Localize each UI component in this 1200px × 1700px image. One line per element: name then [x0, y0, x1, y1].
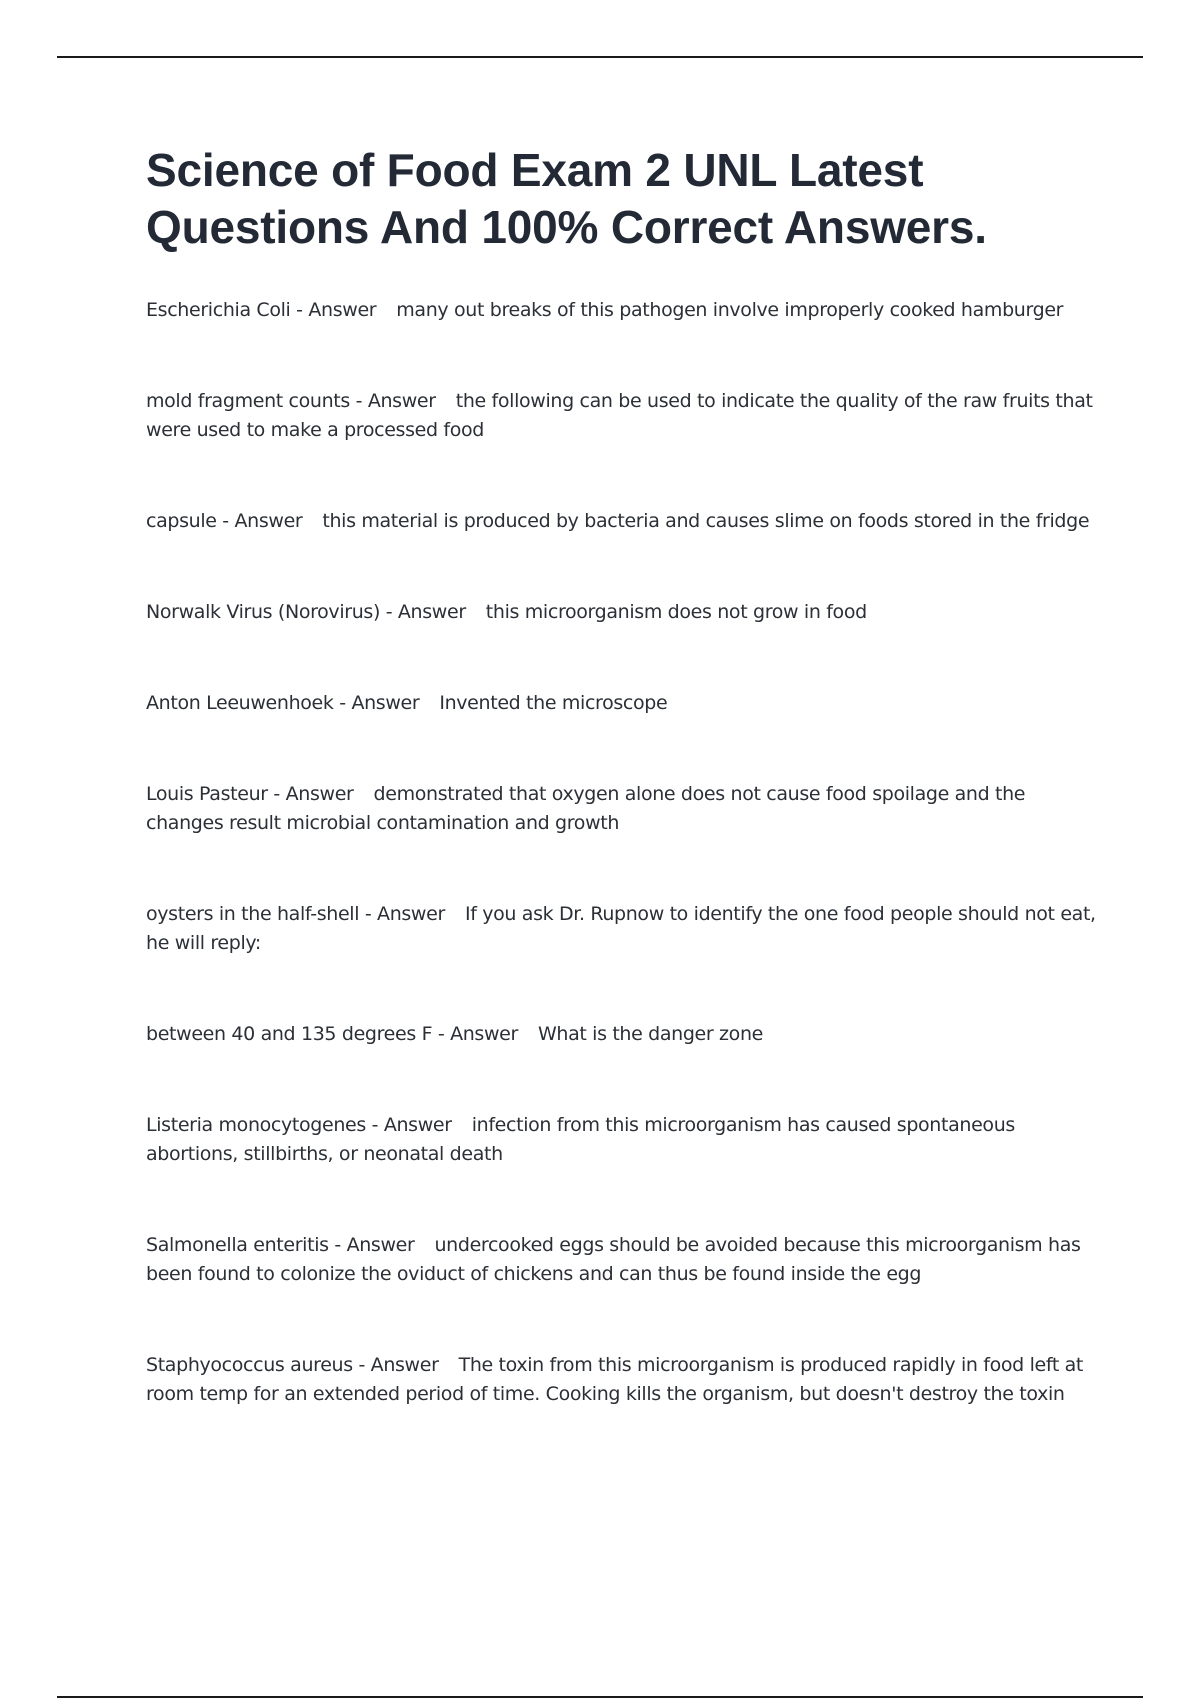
qa-definition: this material is produced by bacteria and causes slime on foods stored in the fridge — [322, 510, 1090, 532]
qa-item: oysters in the half-shell - Answer If you ask Dr. Rupnow to identify the one food people should not eat, he will reply: — [146, 903, 1096, 954]
bottom-divider — [57, 1696, 1143, 1698]
answer-label: Answer — [346, 1234, 415, 1256]
answer-label: Answer — [377, 903, 445, 925]
qa-definition: What is the danger zone — [537, 1023, 763, 1045]
qa-term: Listeria monocytogenes — [146, 1114, 366, 1136]
qa-term: between 40 and 135 degrees F — [146, 1023, 433, 1045]
qa-definition: The toxin from this microorganism is produced rapidly in food left at room temp for an extended period of time. Cooking kills the organism, but doesn't destroy the toxin — [146, 1354, 1084, 1405]
answer-label: Answer — [285, 783, 354, 805]
qa-term: Salmonella enteritis — [146, 1234, 329, 1256]
qa-item: Staphyococcus aureus - Answer The toxin from this microorganism is produced rapidly in food left at room temp for an extended period of time. Cooking kills the organism, but doesn't destroy the toxin — [146, 1354, 1084, 1405]
answer-label: Answer — [308, 299, 377, 321]
qa-term: mold fragment counts — [146, 390, 350, 412]
qa-term: Norwalk Virus (Norovirus) — [146, 601, 381, 623]
qa-item: between 40 and 135 degrees F - Answer What is the danger zone — [146, 1023, 763, 1045]
qa-item: Norwalk Virus (Norovirus) - Answer this microorganism does not grow in food — [146, 601, 867, 623]
document-title: Science of Food Exam 2 UNL Latest Questions And 100% Correct Answers. — [146, 144, 987, 253]
qa-item: Anton Leeuwenhoek - Answer Invented the microscope — [146, 692, 668, 714]
qa-term: Louis Pasteur — [146, 783, 268, 805]
qa-definition: If you ask Dr. Rupnow to identify the one food people should not eat, he will reply: — [146, 903, 1096, 954]
answer-label: Answer — [367, 390, 436, 412]
qa-definition: this microorganism does not grow in food — [485, 601, 867, 623]
qa-item: Louis Pasteur - Answer demonstrated that oxygen alone does not cause food spoilage and the changes result microbial contamination and growth — [146, 783, 1026, 834]
qa-definition: infection from this microorganism has caused spontaneous abortions, stillbirths, or neonatal death — [146, 1114, 1015, 1165]
qa-item: Salmonella enteritis - Answer undercooked eggs should be avoided because this microorganism has been found to colonize the oviduct of chickens and can thus be found inside the egg — [146, 1234, 1081, 1285]
qa-term: Escherichia Coli — [146, 299, 291, 321]
qa-definition: Invented the microscope — [439, 692, 668, 714]
qa-definition: demonstrated that oxygen alone does not cause food spoilage and the changes result microbial contamination and growth — [146, 783, 1026, 834]
qa-term: Anton Leeuwenhoek — [146, 692, 334, 714]
document-content — [146, 142, 1096, 1471]
qa-term: oysters in the half-shell — [146, 903, 360, 925]
answer-label: Answer — [234, 510, 303, 532]
qa-term: Staphyococcus aureus — [146, 1354, 353, 1376]
answer-label: Answer — [370, 1354, 439, 1376]
qa-definition: undercooked eggs should be avoided because this microorganism has been found to colonize the oviduct of chickens and can thus be found inside the egg — [146, 1234, 1081, 1285]
qa-definition: the following can be used to indicate the quality of the raw fruits that were used to make a processed food — [146, 390, 1093, 441]
qa-definition: many out breaks of this pathogen involve improperly cooked hamburger — [396, 299, 1064, 321]
answer-label: Answer — [383, 1114, 452, 1136]
answer-label: Answer — [351, 692, 420, 714]
top-divider — [57, 56, 1143, 58]
qa-item: mold fragment counts - Answer the following can be used to indicate the quality of the raw fruits that were used to make a processed food — [146, 390, 1093, 441]
answer-label: Answer — [450, 1023, 518, 1045]
qa-item: capsule - Answer this material is produced by bacteria and causes slime on foods stored in the fridge — [146, 510, 1090, 532]
answer-label: Answer — [397, 601, 466, 623]
qa-item: Listeria monocytogenes - Answer infection from this microorganism has caused spontaneous abortions, stillbirths, or neonatal death — [146, 1114, 1015, 1165]
qa-list — [146, 296, 1096, 1409]
qa-term: capsule — [146, 510, 217, 532]
qa-item: Escherichia Coli - Answer many out breaks of this pathogen involve improperly cooked hamburger — [146, 299, 1064, 321]
